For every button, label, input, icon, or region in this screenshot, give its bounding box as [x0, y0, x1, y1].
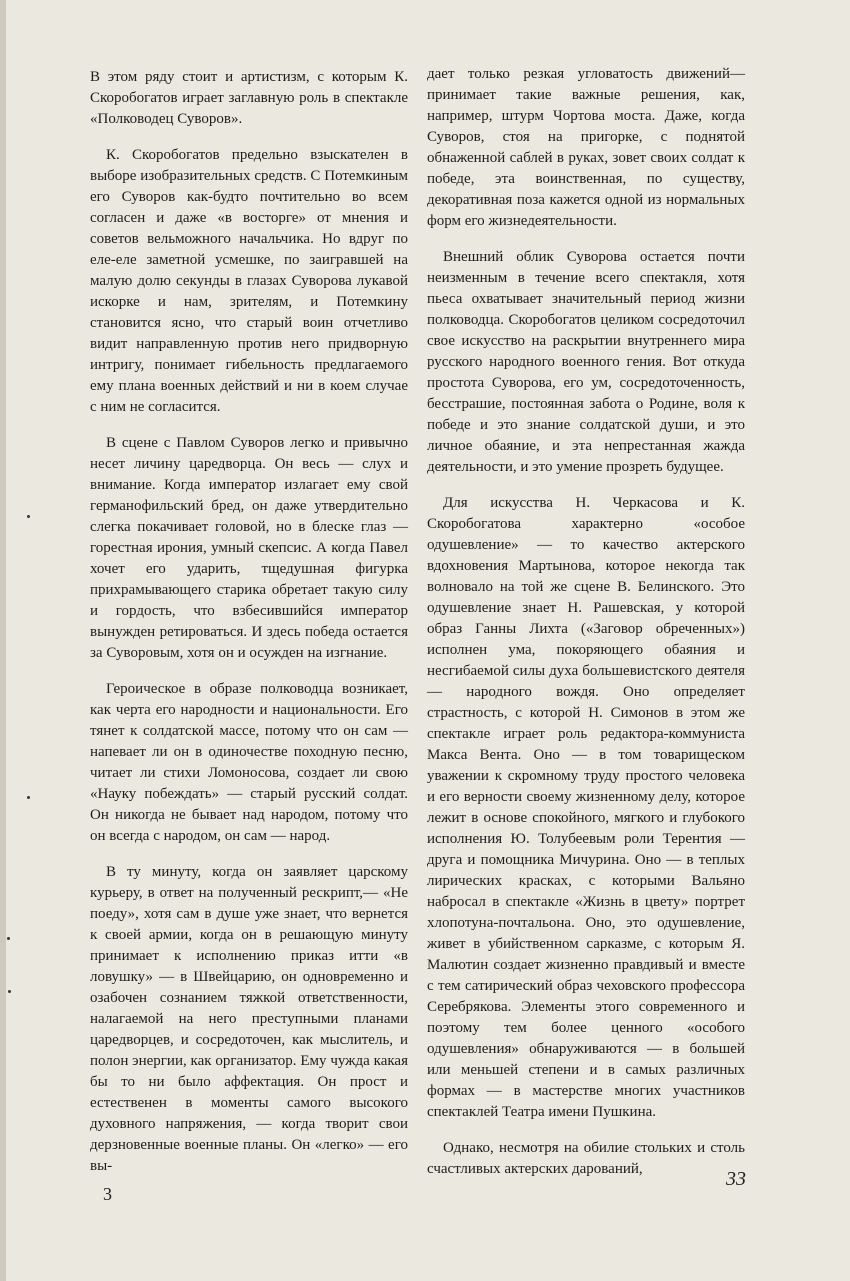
print-speck — [8, 990, 11, 993]
print-speck — [27, 515, 30, 518]
paragraph: Однако, несмотря на обилие стольких и столь счастливых актерских дарований, — [427, 1140, 745, 1177]
print-speck — [7, 937, 10, 940]
paragraph: Внешний облик Суворова остается почти неизменным в течение всего спектакля, хотя пьеса охватывает значительный период жизни полководца. Скоробогатов целиком сосредоточил свое искусство на раскрытии внутреннего мира русского народного военного гения. Вот откуда простота Суворова, его ум, сосредоточенность, бесстрашие, постоянная забота о Родине, воля к победе и это знание солдатской души, и это личное обаяние, и эта непрестанная жажда деятельности, и это умение прозреть будущее. — [427, 249, 745, 475]
page-number: 33 — [726, 1168, 746, 1190]
paragraph: Для искусства Н. Черкасова и К. Скоробогатова характерно «особое одушевление» — то качество актерского вдохновения Мартынова, которое некогда так волновало на той же сцене В. Белинского. Это одушевление знает Н. Рашевская, у которой образ Ганны Лихта («Заговор обреченных») исполнен ума, покоряющего обаяния и несгибаемой силы духа большевистского деятеля— народного вождя. Оно определяет страстность, с которой Н. Симонов в этом же спектакле играет роль редактора-коммуниста Макса Вента. Оно — в том товарищеском уважении к скромному труду простого человека и его верности своему жизненному делу, которое лежит в основе спокойного, мягкого и глубокого исполнения Ю. Толубеевым роли Терентия — друга и помощника Мичурина. Оно — в теплых лирических красках, с которыми Вальяно набросал в спектакле «Жизнь в цвету» портрет хлопотуна-почтальона. Оно, это одушевление, живет в убийственном сарказме, с которым Я. Малютин создает жизненно правдивый и вместе с тем сатирический образ чеховского профессора Серебрякова. Элементы этого современного и поэтому тем более ценного «особого одушевления» обнаруживаются — в большей или меньшей степени и в самых различных формах — в мастерстве многих участников спектаклей Театра имени Пушкина. — [427, 495, 745, 1120]
paragraph: дает только резкая угловатость движений— принимает такие важные решения, как, например, штурм Чортова моста. Даже, когда Суворов, стоя на пригорке, с поднятой обнаженной саблей в руках, зовет своих солдат к победе, эта воинственная, по существу, декоративная поза кажется одной из нормальных форм его жизнедеятельности. — [427, 66, 745, 229]
print-speck — [27, 796, 30, 799]
paragraph: Героическое в образе полководца возникает, как черта его народности и национальности. Его тянет к солдатской массе, потому что он сам — напевает ли он в одиночестве походную песню, читает ли стихи Ломоносова, создает ли свою «Науку побеждать» — старый русский солдат. Он никогда не бывает над народом, потому что он всегда с народом, он сам — народ. — [90, 681, 408, 844]
paragraph: К. Скоробогатов предельно взыскателен в выборе изобразительных средств. С Потемкиным его Суворов как-будто почтительно во всем согласен и даже «в восторге» от мнения и советов вельможного начальчика. Но вдруг по еле-еле заметной усмешке, по заигравшей на малую долю секунды в глазах Суворова лукавой искорке и нам, зрителям, и Потемкину становится ясно, что старый воин отчетливо видит направленную против него придворную интригу, понимает гибельность предлагаемого ему плана военных действий и ни в коем случае с ним не согласится. — [90, 147, 408, 415]
paragraph: В этом ряду стоит и артистизм, с которым К. Скоробогатов играет заглавную роль в спектакле «Полководец Суворов». — [90, 69, 408, 127]
paragraph: В ту минуту, когда он заявляет царскому курьеру, в ответ на полученный рескрипт,— «Не поеду», хотя сам в душе уже знает, что вернется к своей армии, когда он в решающую минуту принимает к исполнению приказ итти «в ловушку» — в Швейцарию, он одновременно и озабочен сознанием тяжкой ответственности, налагаемой на него преступными планами царедворцев, и сосредоточен, как мыслитель, и полон энергии, как организатор. Ему чужда какая бы то ни было аффектация. Он прост и естественен в моменты самого высокого духовного напряжения, — когда творит свои дерзновенные военные планы. Он «легко» — его вы- — [90, 864, 408, 1174]
right-text-column — [427, 64, 745, 1195]
paragraph: В сцене с Павлом Суворов легко и привычно несет личину царедворца. Он весь — слух и внимание. Когда император излагает ему свой германофильский бред, он даже утвердительно слегка покачивает головой, но в блеске глаз — горестная ирония, умный скепсис. А когда Павел хочет его ударить, тщедушная фигурка прихрамывающего старика обретает такую силу и гордость, что взбесившийся император вынужден ретироваться. И здесь победа остается за Суворовым, хотя он и осужден на изгнание. — [90, 435, 408, 661]
left-text-column — [90, 67, 408, 1192]
signature-number: 3 — [103, 1184, 112, 1204]
